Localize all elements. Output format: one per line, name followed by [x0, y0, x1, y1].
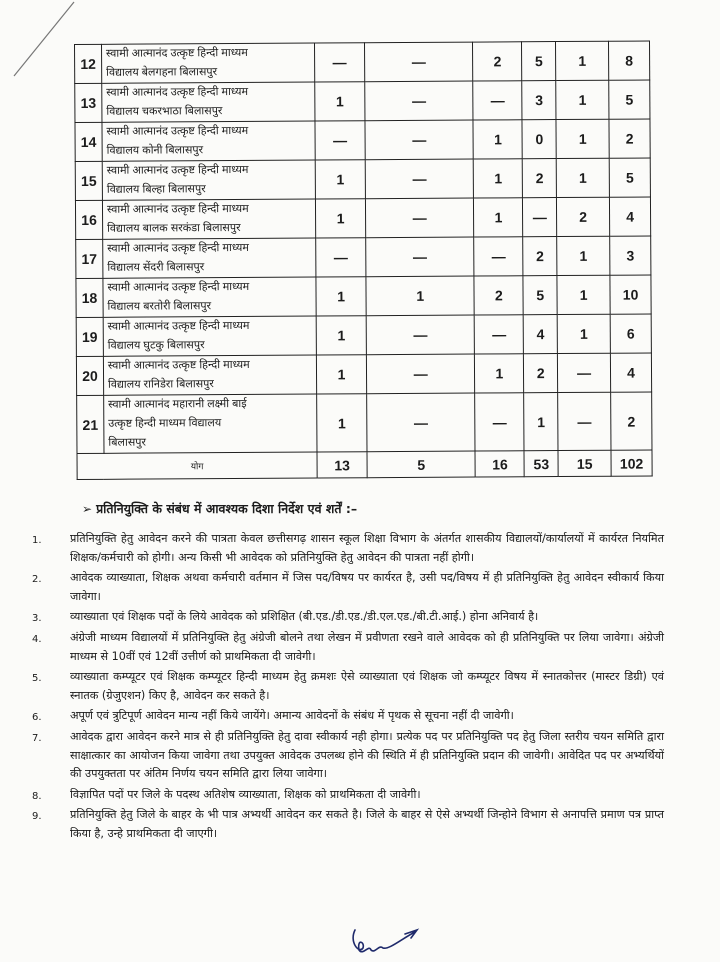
post-count-cell: 1: [317, 394, 367, 452]
guidelines-list: [32, 530, 664, 846]
post-count-cell: 4: [609, 197, 650, 236]
post-count-cell: —: [366, 315, 475, 355]
post-count-cell: 2: [524, 354, 558, 393]
serial-number: 12: [75, 44, 102, 83]
guideline-item: [32, 668, 664, 705]
table-row: [76, 353, 651, 396]
post-count-cell: —: [315, 121, 365, 160]
guideline-number: 6.: [32, 712, 42, 724]
guideline-item: [32, 728, 664, 784]
school-name-line: स्वामी आत्मानंद महारानी लक्ष्मी बाई: [108, 397, 247, 411]
post-count-cell: 1: [316, 316, 366, 355]
serial-number: 16: [75, 200, 102, 239]
school-name: [103, 277, 316, 317]
post-count-cell: —: [367, 393, 476, 452]
guideline-number: 2.: [32, 574, 42, 586]
post-count-cell: —: [473, 81, 522, 120]
guidelines-heading-text: प्रतिनियुक्ति के संबंध में आवश्यक दिशा निर्देश एवं शर्तें :–: [96, 501, 358, 516]
school-name-line: विद्यालय सेंदरी बिलासपुर: [107, 261, 205, 274]
total-count-cell: 53: [524, 451, 558, 477]
guideline-number: 5.: [32, 673, 42, 685]
guideline-text: अंग्रेजी माध्यम विद्यालयों में प्रतिनियुक्ति हेतु अंग्रेजी बोलने तथा लेखन में प्रवीणता रखने वाले आवेदक को ही प्रतिनियुक्ति पर लिया जावेगा। अंग्रेजी माध्यम से 10वीं एवं 12वीं उत्तीर्ण को प्राथमिकता दी जावेगी।: [70, 630, 664, 663]
serial-number: 18: [76, 278, 103, 317]
post-count-cell: —: [558, 392, 611, 450]
total-label: योग: [77, 452, 317, 479]
guideline-item: [32, 707, 664, 726]
school-name-line: विद्यालय बालक सरकंडा बिलासपुर: [107, 221, 241, 235]
table-row: [76, 275, 651, 318]
post-count-cell: 1: [556, 119, 609, 158]
post-count-cell: 1: [524, 393, 558, 451]
school-name-line: स्वामी आत्मानंद उत्कृष्ट हिन्दी माध्यम: [105, 46, 248, 60]
total-row: [77, 450, 652, 480]
post-count-cell: 5: [609, 158, 650, 197]
school-name: [102, 121, 315, 161]
school-name-line: स्वामी आत्मानंद उत्कृष्ट हिन्दी माध्यम: [106, 124, 249, 138]
serial-number: 17: [76, 239, 103, 278]
school-name: [103, 355, 316, 395]
school-name-line: बिलासपुर: [108, 436, 147, 449]
post-count-cell: 1: [316, 277, 366, 316]
guideline-item: [32, 569, 664, 606]
serial-number: 14: [75, 122, 102, 161]
post-count-cell: —: [523, 198, 557, 237]
post-count-cell: 1: [557, 314, 610, 353]
school-name-line: विद्यालय बिल्हा बिलासपुर: [106, 183, 206, 196]
post-count-cell: 2: [523, 237, 557, 276]
post-count-cell: 1: [556, 80, 609, 119]
post-count-cell: —: [366, 354, 475, 394]
serial-number: 13: [75, 83, 102, 122]
guideline-item: [32, 608, 664, 627]
guideline-item: [32, 786, 664, 805]
school-name-line: स्वामी आत्मानंद उत्कृष्ट हिन्दी माध्यम: [106, 163, 249, 177]
total-count-cell: 102: [611, 450, 652, 476]
guideline-number: 3.: [32, 613, 42, 625]
total-count-cell: 15: [558, 450, 611, 476]
school-name-line: स्वामी आत्मानंद उत्कृष्ट हिन्दी माध्यम: [106, 202, 249, 216]
post-count-cell: 1: [317, 355, 367, 394]
school-name-line: स्वामी आत्मानंद उत्कृष्ट हिन्दी माध्यम: [106, 85, 249, 99]
post-count-cell: 5: [522, 42, 556, 81]
pen-stroke-mark: [8, 0, 78, 80]
post-count-cell: —: [365, 120, 474, 160]
school-name: [103, 316, 316, 356]
arrow-bullet-icon: ➢: [82, 502, 93, 516]
table-row: [75, 41, 650, 84]
guidelines-heading: [82, 500, 357, 517]
post-count-cell: 1: [475, 354, 524, 393]
guideline-number: 7.: [32, 732, 42, 744]
signature: [345, 920, 435, 960]
table-row: [76, 236, 651, 279]
post-count-cell: 1: [474, 159, 523, 198]
total-count-cell: 5: [367, 451, 476, 478]
total-count-cell: 16: [475, 451, 524, 477]
guideline-text: प्रतिनियुक्ति हेतु जिले के बाहर के भी पात्र अभ्यर्थी आवेदन कर सकते है। जिले के बाहर से ऐसे अभ्यर्थी जिन्होने विभाग से अनापत्ति प्रमाण पत्र प्राप्त किया है, उन्हे प्राथमिकता दी जाएगी।: [70, 808, 664, 840]
guideline-text: विज्ञापित पदों पर जिले के पदस्थ अतिशेष व्याख्याता, शिक्षक को प्राथमिकता दी जावेगी।: [70, 787, 421, 801]
post-count-cell: —: [365, 81, 474, 121]
guideline-text: व्याख्याता एवं शिक्षक पदों के लिये आवेदक को प्रशिक्षित (बी.एड./डी.एड./डी.एल.एड./बी.टी.आई.) होना अनिवार्य है।: [70, 610, 539, 624]
post-count-cell: 4: [610, 353, 651, 392]
table-row: [75, 197, 650, 240]
post-count-cell: 1: [474, 198, 523, 237]
table-row: [75, 158, 650, 201]
post-count-cell: 2: [473, 42, 522, 81]
guideline-text: व्याख्याता कम्प्यूटर एवं शिक्षक कम्प्यूटर हिन्दी माध्यम हेतु क्रमशः ऐसे व्याख्याता एवं शिक्षक जो कम्प्यूटर विषय में स्नातकोत्तर (मास्टर डिग्री) एवं स्नातक (ग्रेजुएशन) किए है, आवेदन कर सकते है।: [70, 670, 664, 702]
school-name: [102, 82, 315, 122]
post-count-cell: —: [475, 393, 524, 451]
guideline-text: आवेदक व्याख्याता, शिक्षक अथवा कर्मचारी वर्तमान में जिस पद/विषय पर कार्यरत है, उसी पद/विषय में ही प्रतिनियुक्ति हेतु आवेदन स्वीकार्य किया जावेगा।: [70, 571, 664, 603]
post-count-cell: 8: [609, 41, 650, 80]
table-row: [75, 80, 650, 123]
post-count-cell: 5: [609, 80, 650, 119]
post-count-cell: 1: [557, 275, 610, 314]
post-count-cell: 3: [522, 81, 556, 120]
post-count-cell: 2: [474, 276, 523, 315]
guideline-number: 1.: [32, 535, 42, 546]
post-count-cell: —: [364, 42, 473, 82]
post-count-cell: —: [474, 237, 523, 276]
post-count-cell: —: [366, 237, 475, 277]
serial-number: 21: [77, 395, 104, 453]
total-count-cell: 13: [317, 452, 367, 478]
guideline-number: 8.: [32, 790, 42, 802]
school-name: [102, 199, 315, 239]
post-count-cell: —: [316, 238, 366, 277]
post-count-cell: 4: [523, 315, 557, 354]
school-name-line: स्वामी आत्मानंद उत्कृष्ट हिन्दी माध्यम: [107, 280, 250, 294]
school-name-line: विद्यालय रानिडेरा बिलासपुर: [107, 378, 214, 391]
school-name-line: विद्यालय चकरभाठा बिलासपुर: [106, 105, 223, 118]
school-name: [102, 160, 315, 200]
serial-number: 15: [75, 161, 102, 200]
school-name-line: विद्यालय कोनी बिलासपुर: [106, 144, 204, 157]
table-row: [75, 119, 650, 162]
school-name-line: विद्यालय बरतोरी बिलासपुर: [107, 300, 212, 313]
post-count-cell: 10: [610, 275, 651, 314]
post-count-cell: 1: [473, 120, 522, 159]
guideline-item: [32, 629, 664, 666]
table-row: [76, 314, 651, 357]
post-allocation-table: [74, 40, 653, 480]
school-name-line: स्वामी आत्मानंद उत्कृष्ट हिन्दी माध्यम: [107, 241, 250, 255]
post-count-cell: —: [365, 198, 474, 238]
post-count-cell: 1: [556, 41, 609, 80]
post-count-cell: 1: [316, 199, 366, 238]
post-count-cell: —: [365, 159, 474, 199]
post-count-cell: 1: [366, 276, 475, 316]
school-name: [104, 394, 318, 453]
serial-number: 19: [76, 317, 103, 356]
serial-number: 20: [76, 356, 103, 395]
guideline-text: प्रतिनियुक्ति हेतु आवेदन करने की पात्रता केवल छत्तीसगढ़ शासन स्कूल शिक्षा विभाग के अंतर्गत शासकीय विद्यालयों/कार्यालयों में कार्यरत नियमित शिक्षक/कर्मचारी को होगी। अन्य किसी भी आवेदक को प्रतिनियुक्ति हेतु आवेदन की पात्रता नहीं होगी।: [70, 532, 664, 564]
post-count-cell: —: [315, 43, 365, 82]
school-name: [101, 43, 314, 83]
guideline-number: 4.: [32, 633, 42, 645]
school-name-line: विद्यालय घुटकु बिलासपुर: [107, 339, 205, 352]
guideline-text: अपूर्ण एवं त्रुटिपूर्ण आवेदन मान्य नहीं किये जायेंगे। अमान्य आवेदनों के संबंध में पृथक से सूचना नहीं दी जावेगी।: [70, 709, 514, 723]
guideline-text: आवेदक द्वारा आवेदन करने मात्र से ही प्रतिनियुक्ति हेतु दावा स्वीकार्य नही होगा। प्रत्येक पद पर प्रतिनियुक्ति पद हेतु जिला स्तरीय चयन समिति द्वारा साक्षात्कार का आयोजन किया जावेगा तथा उपयुक्त आवेदक उपलब्ध होने की स्थिति में ही प्रतिनियुक्ति प्रदान की जावेगी। आवेदित पद पर अभ्यर्थियों की उपयुक्तता पर अंतिम निर्णय चयन समिति द्वारा लिया जावेगा।: [70, 729, 664, 781]
post-count-cell: 1: [557, 236, 610, 275]
school-name-line: स्वामी आत्मानंद उत्कृष्ट हिन्दी माध्यम: [107, 358, 250, 372]
post-count-cell: 1: [556, 158, 609, 197]
school-name: [103, 238, 316, 278]
school-name-line: उत्कृष्ट हिन्दी माध्यम विद्यालय: [108, 417, 222, 430]
school-name-line: विद्यालय बेलगहना बिलासपुर: [106, 66, 218, 79]
guideline-item: [32, 806, 664, 843]
post-count-cell: 2: [609, 119, 650, 158]
post-count-cell: 1: [315, 82, 365, 121]
post-count-cell: 1: [315, 160, 365, 199]
post-count-cell: 0: [522, 120, 556, 159]
post-count-cell: 6: [610, 314, 651, 353]
post-count-cell: 2: [611, 392, 652, 450]
guideline-number: 9.: [32, 811, 42, 823]
guideline-item: [32, 530, 664, 567]
post-count-cell: 3: [610, 236, 651, 275]
post-count-cell: 2: [557, 197, 610, 236]
post-count-cell: —: [475, 315, 524, 354]
post-count-cell: 2: [523, 159, 557, 198]
post-count-cell: —: [558, 353, 611, 392]
school-name-line: स्वामी आत्मानंद उत्कृष्ट हिन्दी माध्यम: [107, 319, 250, 333]
post-count-cell: 5: [523, 276, 557, 315]
table-row: [77, 392, 652, 454]
